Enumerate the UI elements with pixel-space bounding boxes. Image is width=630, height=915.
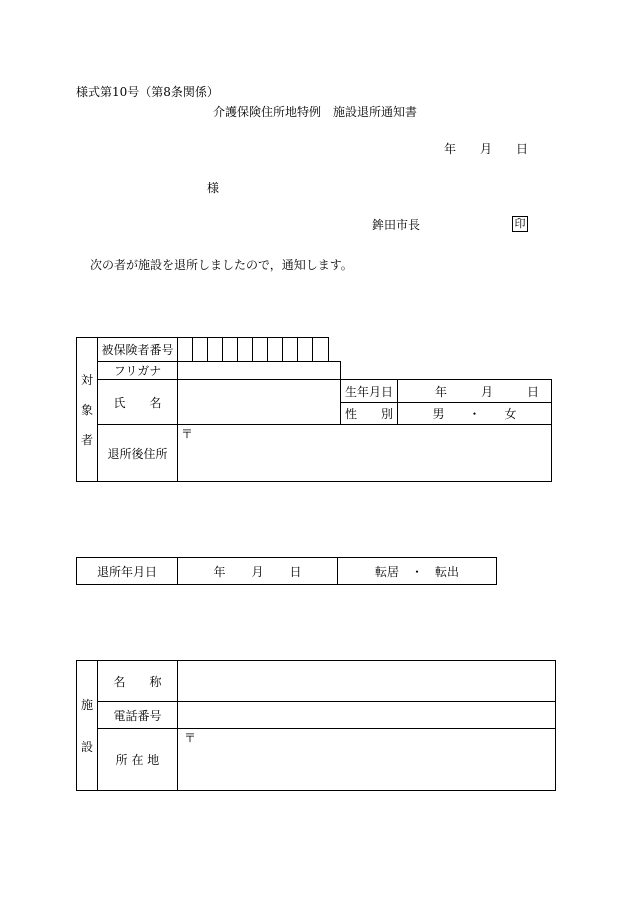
postal-mark: 〒 bbox=[181, 427, 194, 441]
notice-date bbox=[444, 140, 528, 157]
facility-name-label: 名 称 bbox=[98, 661, 178, 702]
name-label: 氏 名 bbox=[98, 380, 178, 425]
discharge-month-unit: 月 bbox=[251, 564, 264, 579]
insured-number-digit[interactable] bbox=[313, 338, 329, 362]
postal-mark: 〒 bbox=[184, 731, 197, 745]
discharge-date-field[interactable] bbox=[178, 558, 338, 585]
facility-group-label: 施 設 bbox=[77, 661, 98, 791]
subject-table bbox=[76, 337, 552, 482]
name-field[interactable] bbox=[178, 380, 341, 425]
insured-number-digit[interactable] bbox=[283, 338, 298, 362]
birthdate-label: 生年月日 bbox=[341, 380, 398, 403]
insured-number-digit[interactable] bbox=[208, 338, 223, 362]
sex-label: 性 別 bbox=[341, 403, 398, 425]
birthdate-field[interactable] bbox=[398, 380, 552, 403]
address-field[interactable] bbox=[178, 425, 552, 482]
discharge-reason-options[interactable]: 転居 ・ 転出 bbox=[338, 558, 497, 585]
addressee-suffix: 様 bbox=[207, 181, 220, 195]
date-year-unit: 年 bbox=[444, 142, 457, 156]
facility-name-field[interactable] bbox=[178, 661, 556, 702]
subject-group-label: 対 象 者 bbox=[77, 338, 98, 482]
furigana-label: フリガナ bbox=[98, 362, 178, 380]
insured-number-digit[interactable] bbox=[238, 338, 253, 362]
insured-number-digit[interactable] bbox=[298, 338, 313, 362]
facility-phone-field[interactable] bbox=[178, 702, 556, 729]
facility-location-label: 所 在 地 bbox=[98, 729, 178, 791]
intro-text: 次の者が施設を退所しましたので，通知します。 bbox=[90, 258, 353, 272]
form-number: 様式第10号（第8条関係） bbox=[76, 85, 219, 99]
discharge-table bbox=[76, 557, 497, 585]
blank-area bbox=[329, 338, 552, 362]
document-title: 介護保険住所地特例 施設退所通知書 bbox=[213, 105, 418, 119]
insured-number-digit[interactable] bbox=[223, 338, 238, 362]
facility-phone-label: 電話番号 bbox=[98, 702, 178, 729]
blank-area bbox=[341, 362, 552, 380]
discharge-day-unit: 日 bbox=[289, 564, 302, 579]
furigana-field[interactable] bbox=[178, 362, 341, 380]
insured-number-digit[interactable] bbox=[268, 338, 283, 362]
birth-day-unit: 日 bbox=[526, 384, 539, 399]
insured-number-digit[interactable] bbox=[253, 338, 268, 362]
insured-number-digit[interactable] bbox=[193, 338, 208, 362]
sex-options[interactable]: 男 ・ 女 bbox=[398, 403, 552, 425]
address-label: 退所後住所 bbox=[98, 425, 178, 482]
issuer-name: 鉾田市長 bbox=[372, 218, 421, 232]
seal-mark: 印 bbox=[512, 216, 528, 232]
birth-month-unit: 月 bbox=[480, 384, 493, 399]
insured-number-digit[interactable] bbox=[178, 338, 193, 362]
insured-number-label: 被保険者番号 bbox=[98, 338, 178, 362]
discharge-year-unit: 年 bbox=[213, 564, 226, 579]
discharge-date-label: 退所年月日 bbox=[77, 558, 178, 585]
facility-location-field[interactable] bbox=[178, 729, 556, 791]
birth-year-unit: 年 bbox=[434, 384, 447, 399]
date-month-unit: 月 bbox=[480, 142, 493, 156]
date-day-unit: 日 bbox=[516, 142, 529, 156]
facility-table bbox=[76, 660, 556, 791]
